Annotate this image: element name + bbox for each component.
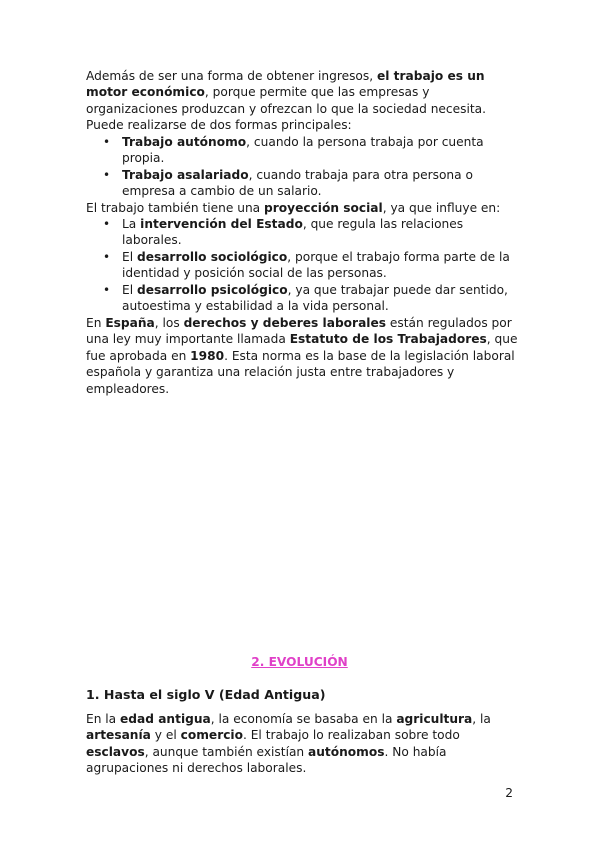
bold-text: España xyxy=(105,316,155,330)
text-run: , que regula las relaciones laborales. xyxy=(122,217,464,248)
text-run: , aunque también existían xyxy=(144,744,309,759)
text-run: En la xyxy=(86,712,121,726)
bold-text: desarrollo sociológico xyxy=(136,250,288,264)
section-heading: 2. EVOLUCIÓN xyxy=(251,655,348,669)
list-item-estado xyxy=(122,216,518,249)
text-run: , la xyxy=(472,712,491,726)
spain-paragraph xyxy=(86,315,518,397)
bold-text: intervención del Estado xyxy=(140,217,303,231)
intro-paragraph xyxy=(86,68,518,134)
subheading: 1. Hasta el siglo V (Edad Antigua) xyxy=(86,687,326,702)
page-number: 2 xyxy=(505,786,513,800)
text-run: En xyxy=(86,316,106,330)
social-projection-paragraph xyxy=(86,200,518,216)
bullet: • xyxy=(103,283,111,297)
bullet: • xyxy=(103,168,111,182)
list-item-psicologico xyxy=(122,282,518,315)
text-run: , que fue aprobada en xyxy=(86,332,518,363)
text-run: , los xyxy=(154,316,184,330)
text-run: . El trabajo lo realizaban sobre todo xyxy=(242,728,460,743)
list-item-sociologico xyxy=(122,249,518,282)
bold-text: el trabajo es un motor económico xyxy=(86,69,485,100)
bold-text: Trabajo autónomo xyxy=(122,135,247,149)
bullet: • xyxy=(103,217,111,231)
bold-text: Estatuto de los Trabajadores xyxy=(289,332,487,347)
text-run: , porque permite que las empresas y organizaciones produzcan y ofrezcan lo que la sociedad necesita. Puede realizarse de dos formas principales: xyxy=(86,85,486,133)
bullet: • xyxy=(103,135,111,149)
text-run: La xyxy=(122,217,141,231)
text-run: , la economía se basaba en la xyxy=(210,712,397,726)
text-run: están regulados por una ley muy importante llamada xyxy=(86,316,512,347)
text-run: , porque el trabajo forma parte de la identidad y posición social de las personas. xyxy=(122,250,510,281)
text-run: , ya que trabajar puede dar sentido, autoestima y estabilidad a la vida personal. xyxy=(122,283,508,314)
list-item-asalariado xyxy=(122,167,518,200)
bold-text: Trabajo asalariado xyxy=(122,168,249,182)
text-run: El trabajo también tiene una xyxy=(86,201,265,215)
text-run: El xyxy=(122,250,137,264)
text-run: , cuando la persona trabaja por cuenta propia. xyxy=(122,135,484,166)
antiquity-paragraph xyxy=(86,711,518,777)
text-run: , ya que influye en: xyxy=(382,201,501,215)
text-run: . Esta norma es la base de la legislación laboral española y garantiza una relación justa entre trabajadores y empleadores. xyxy=(86,348,515,396)
bold-text: comercio xyxy=(180,728,243,743)
bold-text: autónomos xyxy=(308,744,385,759)
bold-text: 1980 xyxy=(190,348,225,363)
bold-text: agricultura xyxy=(396,712,473,726)
text-run: y el xyxy=(150,728,181,743)
bold-text: esclavos xyxy=(86,744,145,759)
bullet: • xyxy=(103,250,111,264)
text-run: Además de ser una forma de obtener ingresos, xyxy=(86,69,377,83)
bold-text: edad antigua xyxy=(120,712,211,726)
text-run: , cuando trabaja para otra persona o empresa a cambio de un salario. xyxy=(122,168,473,199)
text-run: . No había agrupaciones ni derechos laborales. xyxy=(86,744,447,776)
bold-text: desarrollo psicológico xyxy=(136,283,288,297)
bold-text: proyección social xyxy=(264,201,383,215)
list-item-autonomo xyxy=(122,134,518,167)
bold-text: derechos y deberes laborales xyxy=(183,316,386,330)
text-run: El xyxy=(122,283,137,297)
bold-text: artesanía xyxy=(86,728,151,743)
